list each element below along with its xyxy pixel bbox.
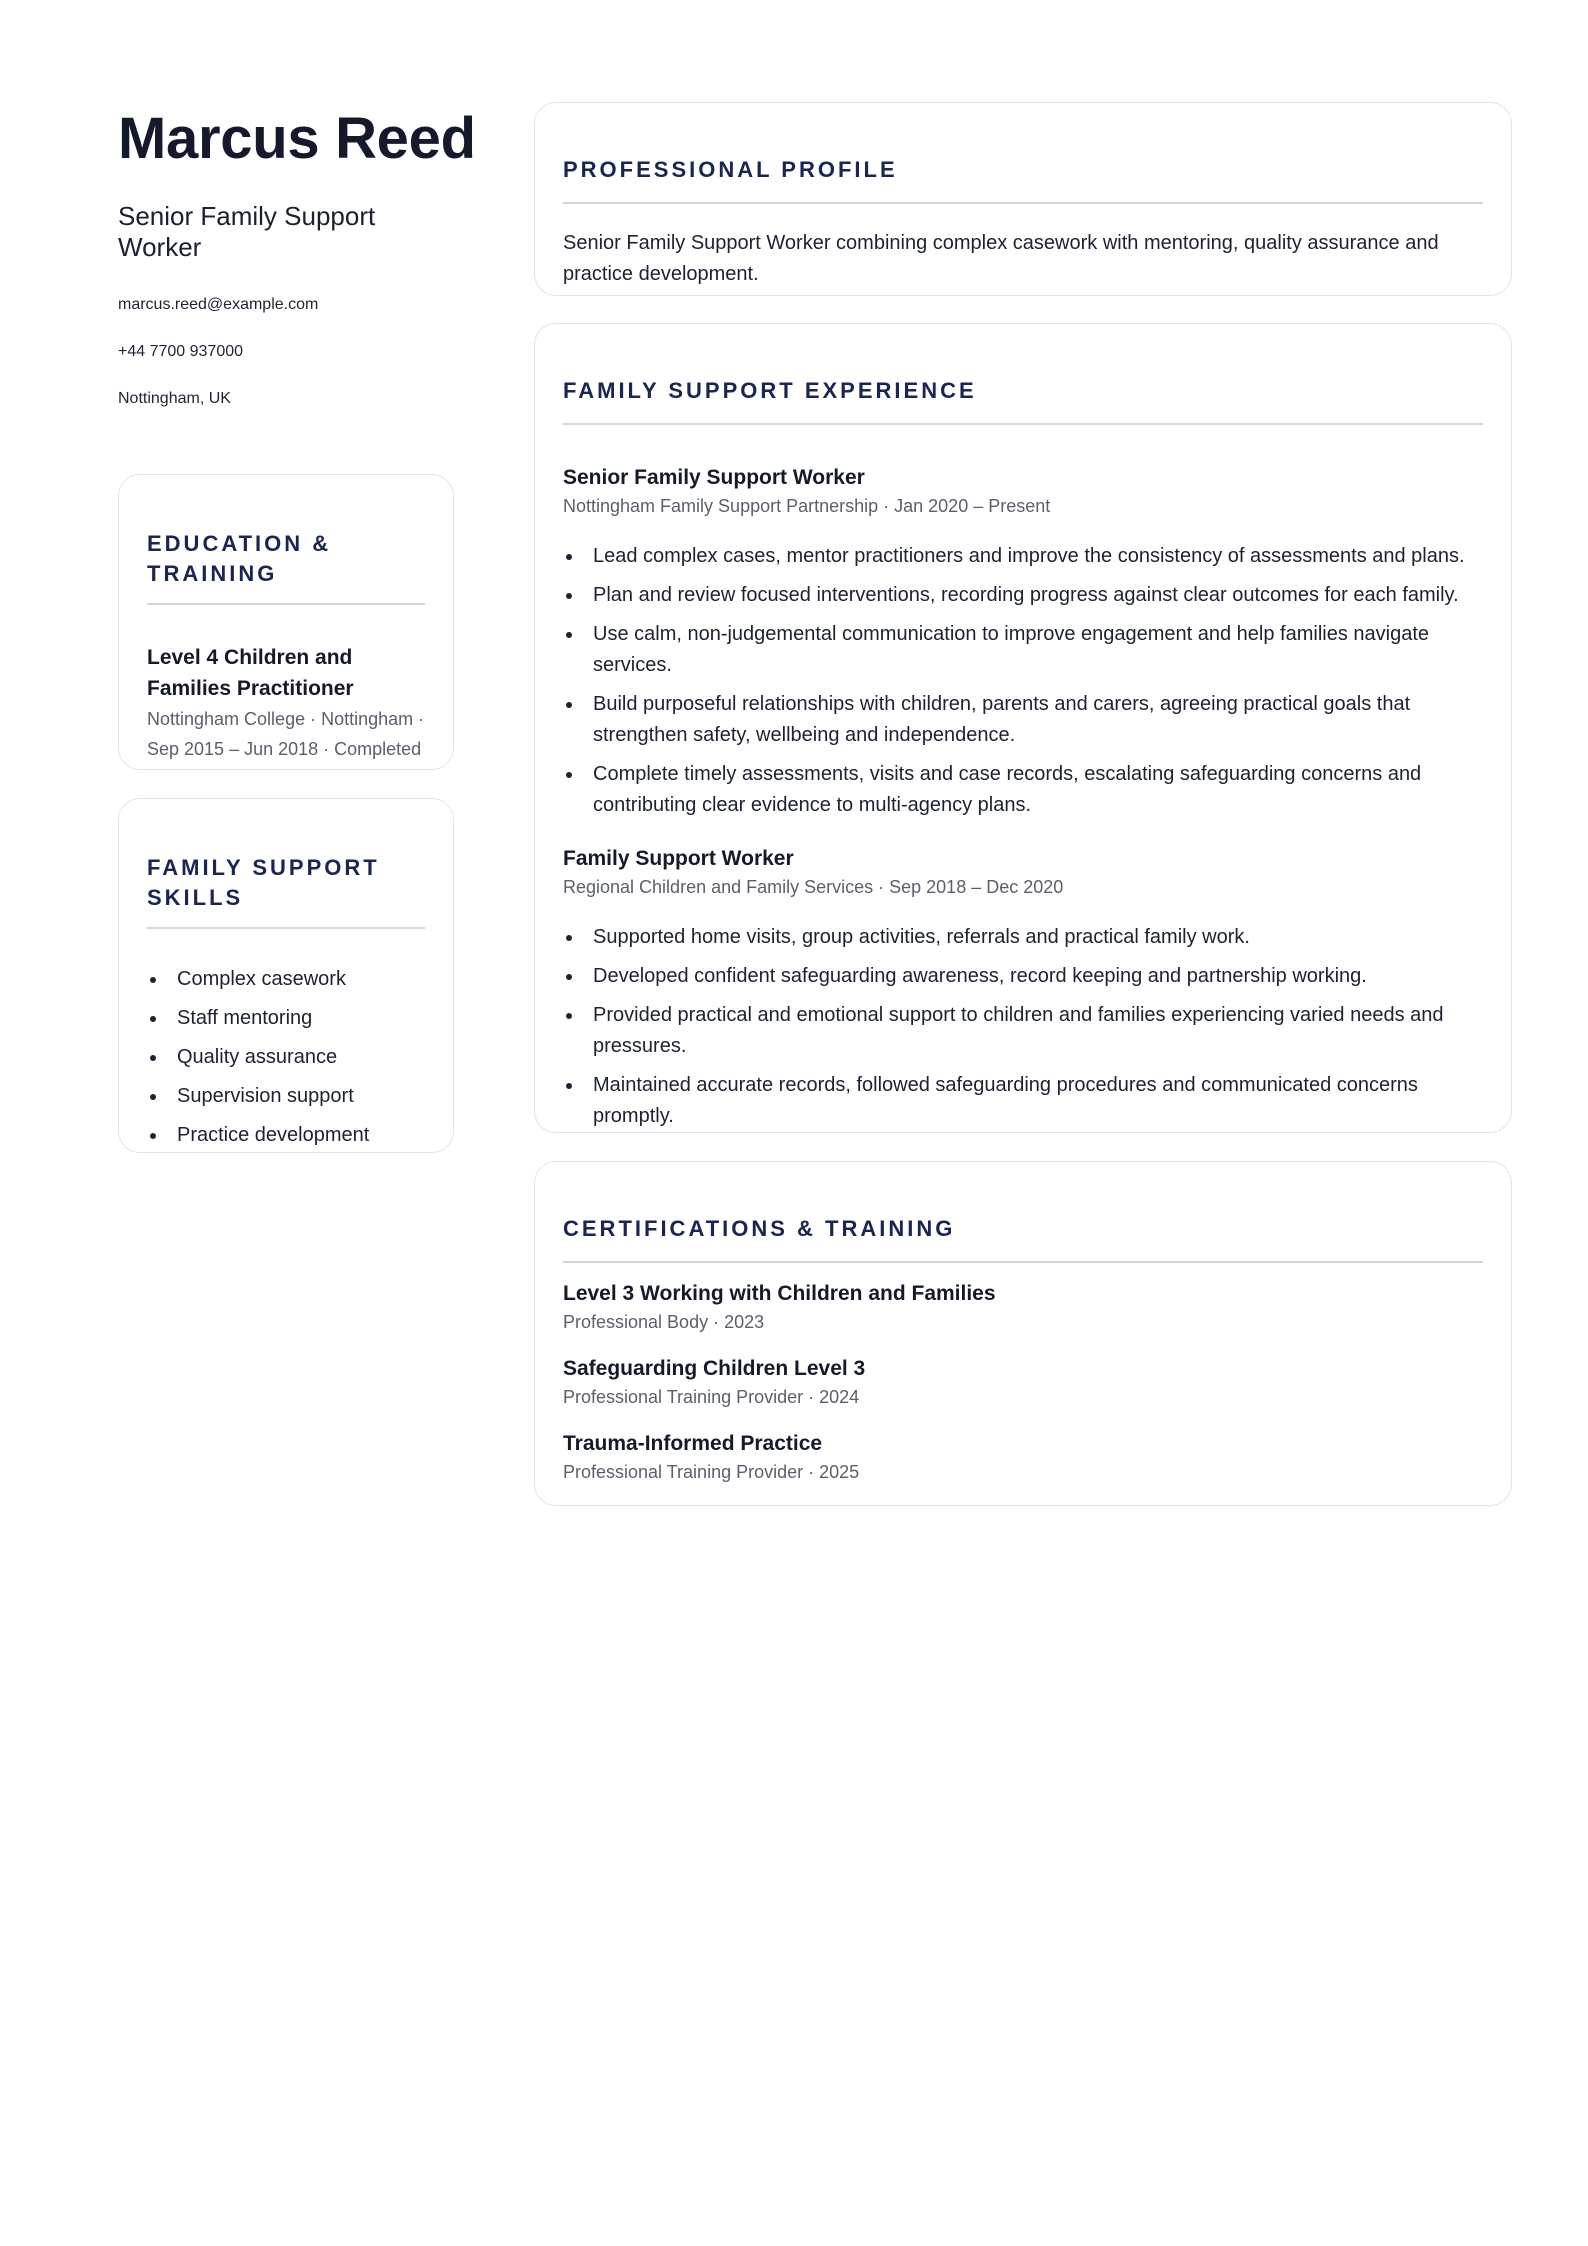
- job-bullets: [563, 541, 1491, 829]
- skills-card: [118, 798, 454, 1153]
- skill-item: Complex casework: [147, 964, 433, 995]
- job-bullet: Developed confident safeguarding awareness, record keeping and partnership working.: [563, 961, 1491, 992]
- job-bullet: Use calm, non-judgemental communication to improve engagement and help families navigate services.: [563, 619, 1491, 681]
- education-entry-meta: Nottingham College · Nottingham · Sep 2015 – Jun 2018 · Completed: [147, 709, 425, 759]
- candidate-name: Marcus Reed: [118, 106, 476, 171]
- contact-location: Nottingham, UK: [118, 390, 231, 407]
- skills-divider: [147, 927, 425, 929]
- job-meta: Regional Children and Family Services · Sep 2018 – Dec 2020: [563, 877, 1064, 897]
- sidebar-header: [118, 100, 476, 409]
- education-entry-title: Level 4 Children and Families Practitioner: [147, 646, 354, 700]
- skills-list: [147, 964, 433, 1159]
- skill-item: Supervision support: [147, 1081, 433, 1112]
- job-bullet: Provided practical and emotional support to children and families experiencing varied needs and pressures.: [563, 1000, 1491, 1062]
- profile-divider: [563, 202, 1483, 204]
- skill-item: Staff mentoring: [147, 1003, 433, 1034]
- contact-email[interactable]: marcus.reed@example.com: [118, 296, 319, 313]
- certifications-card: [534, 1161, 1512, 1506]
- job-bullet: Supported home visits, group activities, referrals and practical family work.: [563, 922, 1491, 953]
- contact-phone[interactable]: +44 7700 937000: [118, 343, 244, 360]
- profile-card: [534, 102, 1512, 296]
- experience-heading: FAMILY SUPPORT EXPERIENCE: [563, 378, 977, 403]
- job-meta: Nottingham Family Support Partnership · Jan 2020 – Present: [563, 496, 1051, 516]
- profile-heading: PROFESSIONAL PROFILE: [563, 157, 898, 182]
- job-title: Family Support Worker: [563, 847, 794, 870]
- certification-meta: Professional Body · 2023: [563, 1312, 765, 1332]
- education-card: [118, 474, 454, 770]
- skill-item: Practice development: [147, 1120, 433, 1151]
- profile-summary: Senior Family Support Worker combining complex casework with mentoring, quality assurance and practice development.: [563, 232, 1439, 285]
- job-bullet: Lead complex cases, mentor practitioners and improve the consistency of assessments and plans.: [563, 541, 1491, 572]
- certification-title: Safeguarding Children Level 3: [563, 1357, 866, 1380]
- education-heading: EDUCATION & TRAINING: [147, 531, 332, 586]
- certification-meta: Professional Training Provider · 2025: [563, 1462, 860, 1482]
- certification-title: Level 3 Working with Children and Families: [563, 1282, 996, 1305]
- job-bullet: Build purposeful relationships with children, parents and carers, agreeing practical goals that strengthen safety, wellbeing and independence.: [563, 689, 1491, 751]
- certifications-heading: CERTIFICATIONS & TRAINING: [563, 1216, 956, 1241]
- experience-card: [534, 323, 1512, 1133]
- experience-divider: [563, 423, 1483, 425]
- job-bullet: Plan and review focused interventions, recording progress against clear outcomes for each family.: [563, 580, 1491, 611]
- certification-meta: Professional Training Provider · 2024: [563, 1387, 860, 1407]
- skills-heading: FAMILY SUPPORT SKILLS: [147, 855, 380, 910]
- education-divider: [147, 603, 425, 605]
- certification-title: Trauma-Informed Practice: [563, 1432, 823, 1455]
- job-bullet: Complete timely assessments, visits and case records, escalating safeguarding concerns and contributing clear evidence to multi-agency plans.: [563, 759, 1491, 821]
- skill-item: Quality assurance: [147, 1042, 433, 1073]
- certifications-divider: [563, 1261, 1483, 1263]
- job-bullet: Maintained accurate records, followed safeguarding procedures and communicated concerns promptly.: [563, 1070, 1491, 1132]
- job-bullets: [563, 922, 1491, 1140]
- candidate-title: Senior Family Support Worker: [118, 201, 376, 262]
- job-title: Senior Family Support Worker: [563, 466, 865, 489]
